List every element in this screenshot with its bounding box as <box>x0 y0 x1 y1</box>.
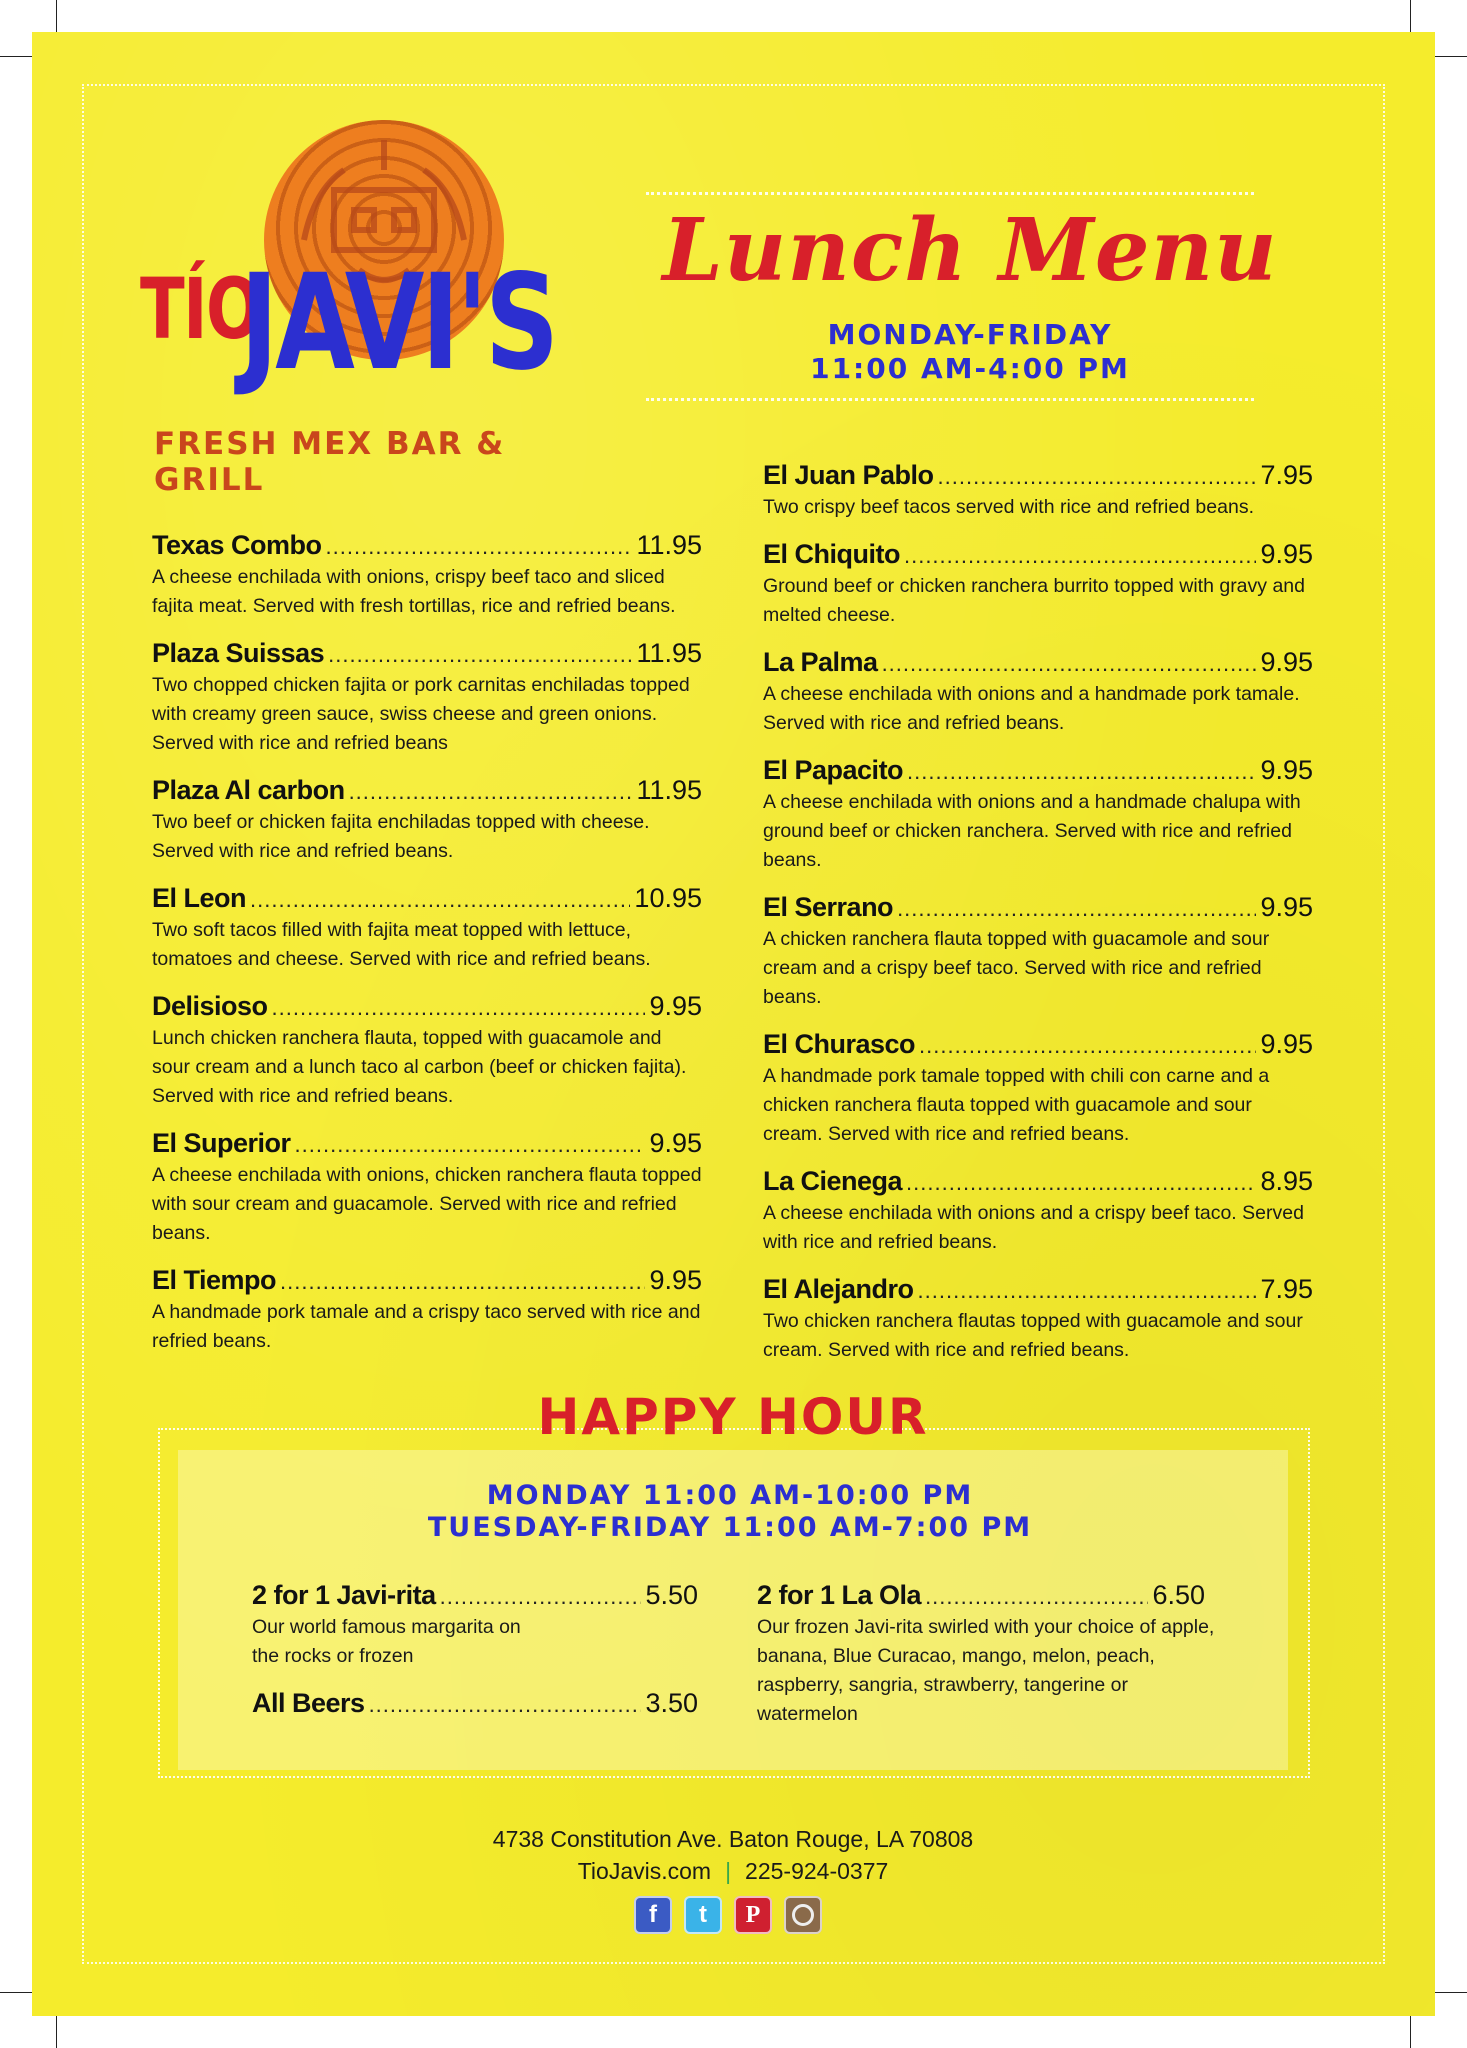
brand-logo <box>140 120 580 498</box>
item-name: Plaza Suissas <box>152 638 325 668</box>
website-link[interactable]: TioJavis.com <box>577 1858 712 1884</box>
item-description: Two chopped chicken fajita or pork carnitas enchiladas topped with creamy green sauce, swiss cheese and green onions. Served with rice and refried beans <box>152 674 690 754</box>
item-name: El Alejandro <box>763 1274 914 1304</box>
leader-dots <box>897 896 1256 922</box>
menu-item <box>152 883 702 974</box>
leader-dots <box>882 651 1257 677</box>
item-description: Our world famous margarita on the rocks or frozen <box>252 1616 521 1667</box>
menu-item <box>152 638 702 758</box>
menu-item <box>152 1265 702 1356</box>
leader-dots <box>906 1170 1256 1196</box>
item-name: Texas Combo <box>152 530 322 560</box>
menu-item <box>763 892 1313 1012</box>
instagram-icon[interactable] <box>784 1896 822 1934</box>
item-price: 9.95 <box>1260 647 1313 677</box>
crop-mark <box>1410 0 1411 36</box>
menu-item <box>763 1166 1313 1257</box>
item-name: 2 for 1 La Ola <box>757 1580 922 1610</box>
item-name: El Leon <box>152 883 247 913</box>
menu-column-right <box>763 460 1313 1382</box>
leader-dots <box>440 1584 642 1610</box>
lunch-days: MONDAY-FRIDAY <box>827 318 1113 351</box>
menu-column-left <box>152 530 702 1373</box>
menu-item <box>763 1274 1313 1365</box>
crop-mark <box>1410 2012 1411 2048</box>
item-description: Two soft tacos filled with fajita meat topped with lettuce, tomatoes and cheese. Served with rice and refried beans. <box>152 919 651 970</box>
leader-dots <box>904 543 1256 569</box>
leader-dots <box>925 1584 1148 1610</box>
header-rule-bottom <box>646 398 1254 401</box>
happy-hour-hours-weekdays: TUESDAY-FRIDAY 11:00 AM-7:00 PM <box>427 1512 1033 1543</box>
header-rule-top <box>646 192 1254 195</box>
item-name: La Cienega <box>763 1166 903 1196</box>
item-description: A cheese enchilada with onions and a crispy beef taco. Served with rice and refried beans. <box>763 1202 1304 1253</box>
menu-item <box>763 1029 1313 1149</box>
menu-item <box>152 1128 702 1248</box>
leader-dots <box>938 464 1257 490</box>
lunch-menu-title: Lunch Menu <box>662 200 1278 301</box>
leader-dots <box>907 759 1256 785</box>
item-description: Ground beef or chicken ranchera burrito topped with gravy and melted cheese. <box>763 575 1305 626</box>
item-name: La Palma <box>763 647 878 677</box>
crop-mark <box>1431 1992 1467 1993</box>
leader-dots <box>280 1269 645 1295</box>
leader-dots <box>272 995 646 1021</box>
menu-item <box>252 1580 698 1671</box>
item-description: A cheese enchilada with onions, crispy beef taco and sliced fajita meat. Served with fresh tortillas, rice and refried beans. <box>152 566 676 617</box>
item-price: 6.50 <box>1152 1580 1205 1610</box>
facebook-icon[interactable]: f <box>634 1896 672 1934</box>
item-price: 7.95 <box>1260 1274 1313 1304</box>
item-name: El Juan Pablo <box>763 460 934 490</box>
crop-mark <box>56 0 57 36</box>
leader-dots <box>326 534 633 560</box>
social-links <box>634 1896 822 1934</box>
item-price: 11.95 <box>636 638 702 668</box>
item-price: 9.95 <box>1260 539 1313 569</box>
menu-item <box>757 1580 1215 1729</box>
item-description: A cheese enchilada with onions and a handmade pork tamale. Served with rice and refried beans. <box>763 683 1300 734</box>
crop-mark <box>56 2012 57 2048</box>
leader-dots <box>295 1132 646 1158</box>
menu-item <box>152 775 702 866</box>
item-description: A chicken ranchera flauta topped with guacamole and sour cream and a crispy beef taco. Served with rice and refried beans. <box>763 928 1270 1008</box>
happy-hour-hours-monday: MONDAY 11:00 AM-10:00 PM <box>486 1480 974 1511</box>
item-name: Plaza Al carbon <box>152 775 345 805</box>
brand-tagline: FRESH MEX BAR & GRILL <box>154 426 506 498</box>
happy-hour-column-right <box>757 1580 1215 1746</box>
brand-tio: TÍO <box>140 260 261 358</box>
item-price: 9.95 <box>649 991 702 1021</box>
leader-dots <box>328 642 632 668</box>
brand-javis: JAVI'S <box>240 246 556 400</box>
item-name: 2 for 1 Javi-rita <box>252 1580 436 1610</box>
item-description: A cheese enchilada with onions and a handmade chalupa with ground beef or chicken ranchera. Served with rice and refried beans. <box>763 791 1301 871</box>
item-price: 9.95 <box>649 1128 702 1158</box>
item-description: A cheese enchilada with onions, chicken ranchera flauta topped with sour cream and guacamole. Served with rice and refried beans. <box>152 1164 702 1244</box>
item-price: 9.95 <box>1260 1029 1313 1059</box>
pinterest-icon[interactable]: P <box>734 1896 772 1934</box>
contact-line <box>333 1858 1133 1885</box>
menu-item <box>763 755 1313 875</box>
separator: | <box>725 1858 732 1884</box>
item-price: 9.95 <box>1260 755 1313 785</box>
menu-item <box>152 530 702 621</box>
phone-number[interactable]: 225-924-0377 <box>745 1858 889 1884</box>
item-price: 11.95 <box>636 775 702 805</box>
leader-dots <box>369 1692 642 1718</box>
item-name: Delisioso <box>152 991 268 1021</box>
item-price: 9.95 <box>649 1265 702 1295</box>
leader-dots <box>250 887 630 913</box>
menu-item <box>763 647 1313 738</box>
item-price: 11.95 <box>636 530 702 560</box>
item-price: 7.95 <box>1260 460 1313 490</box>
leader-dots <box>349 779 633 805</box>
menu-item <box>763 460 1313 522</box>
twitter-icon[interactable]: t <box>684 1896 722 1934</box>
item-price: 8.95 <box>1260 1166 1313 1196</box>
item-price: 10.95 <box>634 883 702 913</box>
crop-mark <box>1431 56 1467 57</box>
leader-dots <box>918 1278 1257 1304</box>
item-name: El Tiempo <box>152 1265 277 1295</box>
item-name: All Beers <box>252 1688 365 1718</box>
restaurant-address: 4738 Constitution Ave. Baton Rouge, LA 70808 <box>492 1826 974 1852</box>
item-description: A handmade pork tamale and a crispy taco served with rice and refried beans. <box>152 1301 701 1352</box>
menu-item <box>252 1688 698 1719</box>
item-description: Two crispy beef tacos served with rice and refried beans. <box>763 496 1254 518</box>
crop-mark <box>0 1992 36 1993</box>
happy-hour-column-left <box>252 1580 698 1736</box>
item-name: El Superior <box>152 1128 291 1158</box>
lunch-hours: 11:00 AM-4:00 PM <box>810 352 1130 385</box>
happy-hour-title: HAPPY HOUR <box>537 1388 929 1446</box>
item-description: Two chicken ranchera flautas topped with guacamole and sour cream. Served with rice and refried beans. <box>763 1310 1303 1361</box>
menu-item <box>763 539 1313 630</box>
leader-dots <box>919 1033 1256 1059</box>
item-price: 3.50 <box>645 1688 698 1718</box>
item-description: A handmade pork tamale topped with chili con carne and a chicken ranchera flauta topped with guacamole and sour cream. Served with rice and refried beans. <box>763 1065 1270 1145</box>
crop-mark <box>0 56 36 57</box>
item-name: El Serrano <box>763 892 894 922</box>
item-description: Our frozen Javi-rita swirled with your choice of apple, banana, Blue Curacao, mango, melon, peach, raspberry, sangria, strawberry, tangerine or watermelon <box>757 1616 1215 1725</box>
item-name: El Churasco <box>763 1029 916 1059</box>
item-price: 5.50 <box>645 1580 698 1610</box>
item-name: El Chiquito <box>763 539 900 569</box>
menu-item <box>152 991 702 1111</box>
item-price: 9.95 <box>1260 892 1313 922</box>
item-description: Two beef or chicken fajita enchiladas topped with cheese. Served with rice and refried beans. <box>152 811 650 862</box>
item-description: Lunch chicken ranchera flauta, topped with guacamole and sour cream and a lunch taco al carbon (beef or chicken fajita). Served with rice and refried beans. <box>152 1027 687 1107</box>
item-name: El Papacito <box>763 755 904 785</box>
